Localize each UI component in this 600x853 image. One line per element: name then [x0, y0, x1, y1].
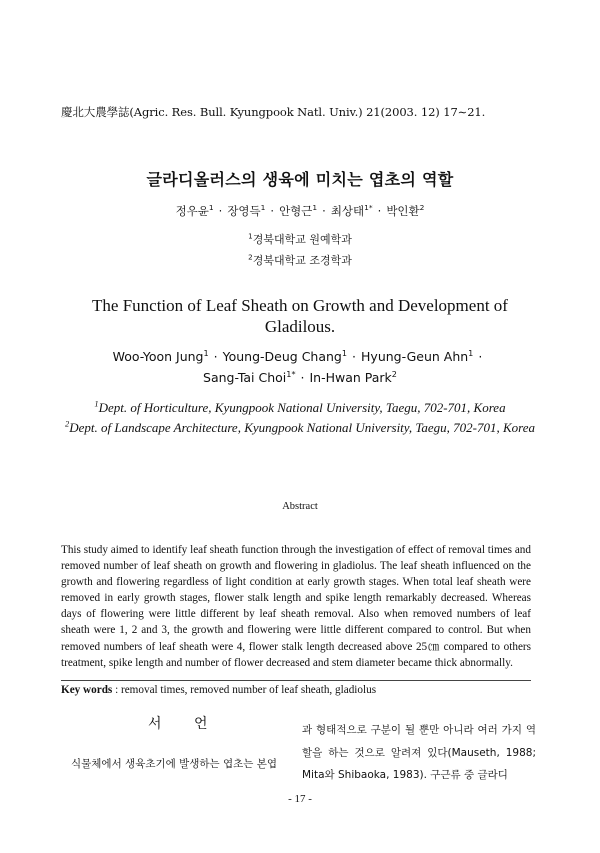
author-separator: · — [352, 349, 357, 364]
author-affiliation-mark: 1 — [203, 347, 209, 358]
author-separator: · — [300, 370, 305, 385]
abstract-heading: Abstract — [282, 501, 318, 512]
author-name: 박인환 — [386, 204, 420, 218]
page-number: - 17 - — [288, 793, 312, 805]
korean-affiliation-1: $^1$경북대학교 원예학과 — [248, 231, 352, 246]
author-separator: · — [270, 204, 275, 218]
journal-header: 慶北大農學誌(Agric. Res. Bull. Kyungpook Natl. Univ.) 21(2003. 12) 17∼21. — [61, 105, 486, 119]
english-title: The Function of Leaf Sheath on Growth and Development of Gladilous. — [92, 296, 508, 336]
author-affiliation-mark: 1* — [286, 368, 296, 379]
author-affiliation-mark: 1 — [312, 203, 318, 213]
author-name: 안형근 — [279, 204, 313, 218]
author-affiliation-mark: 2 — [391, 368, 397, 379]
keywords — [61, 684, 541, 696]
author-affiliation-mark: 1 — [468, 347, 474, 358]
author-separator: · — [322, 204, 326, 218]
author-name: Woo-Yoon Jung — [112, 349, 204, 364]
author-name: 최상태 — [330, 204, 365, 218]
author-name: Hyung-Geun Ahn — [361, 349, 469, 364]
author-affiliation-mark: 2 — [419, 203, 425, 213]
author-affiliation-mark: 1 — [208, 203, 214, 213]
author-affiliation-mark: 1 — [260, 203, 266, 213]
author-name: Sang-Tai Choi — [203, 370, 287, 385]
author-affiliation-mark: 1 — [341, 347, 348, 358]
english-authors-line-2 — [40, 368, 560, 388]
author-separator: · — [213, 349, 218, 364]
keywords-label: Key words — [61, 684, 113, 696]
divider — [61, 680, 531, 681]
author-separator: · — [377, 204, 382, 218]
korean-affiliation-2: $^2$경북대학교 조경학과 — [248, 252, 352, 267]
abstract-text: This study aimed to identify leaf sheath function through the investigation of effect of removal times and removed number of leaf sheath on growth and flowering in gladiolus. The leaf sheath influenced on the growth and flowering regardless of light condition at early growth stages. When total leaf sheath were removed in early growth stages, flower stalk length and spike length remarkably decreased. Whereas days of flowering were little different by leaf sheath removal. Also when removed numbers of leaf sheath were 1, 2 and 3, the growth and flowering were little different compared to control. But when removed numbers of leaf sheath were 4, flower stalk length decreased above 25㎝ compared to others treatment, spike length and number of flower decreased and stem diameter became thick abnormally. — [61, 544, 531, 669]
section-heading: 서 언 — [148, 716, 222, 732]
author-affiliation-mark: 1* — [364, 203, 373, 213]
keywords-text: : removal times, removed number of leaf sheath, gladiolus — [115, 684, 377, 696]
korean-title: 글라디올러스의 생육에 미치는 엽초의 역할 — [146, 170, 454, 189]
english-affiliation-2: $^2$Dept. of Landscape Architecture, Kyungpook National University, Taegu, 702-701, Korea — [64, 418, 535, 435]
body-left-column: 식물체에서 생육초기에 발생하는 엽초는 본엽 — [71, 758, 278, 770]
author-name: 정우윤 — [175, 204, 209, 218]
author-separator: · — [218, 204, 223, 218]
english-affiliation-1: $^1$Dept. of Horticulture, Kyungpook National University, Taegu, 702-701, Korea — [94, 398, 506, 415]
author-name: 장영득 — [227, 204, 261, 218]
author-name: Young-Deug Chang — [222, 349, 342, 364]
author-name: In-Hwan Park — [309, 370, 392, 385]
author-separator: · — [478, 349, 483, 364]
korean-authors — [0, 203, 600, 219]
body-right-column: 과 형태적으로 구분이 될 뿐만 아니라 여러 가지 역할을 하는 것으로 알려져 있다(Mauseth, 1988; Mita와 Shibaoka, 1983). 구근류 중 글라디 — [302, 724, 536, 781]
english-authors-line-1 — [40, 347, 560, 367]
